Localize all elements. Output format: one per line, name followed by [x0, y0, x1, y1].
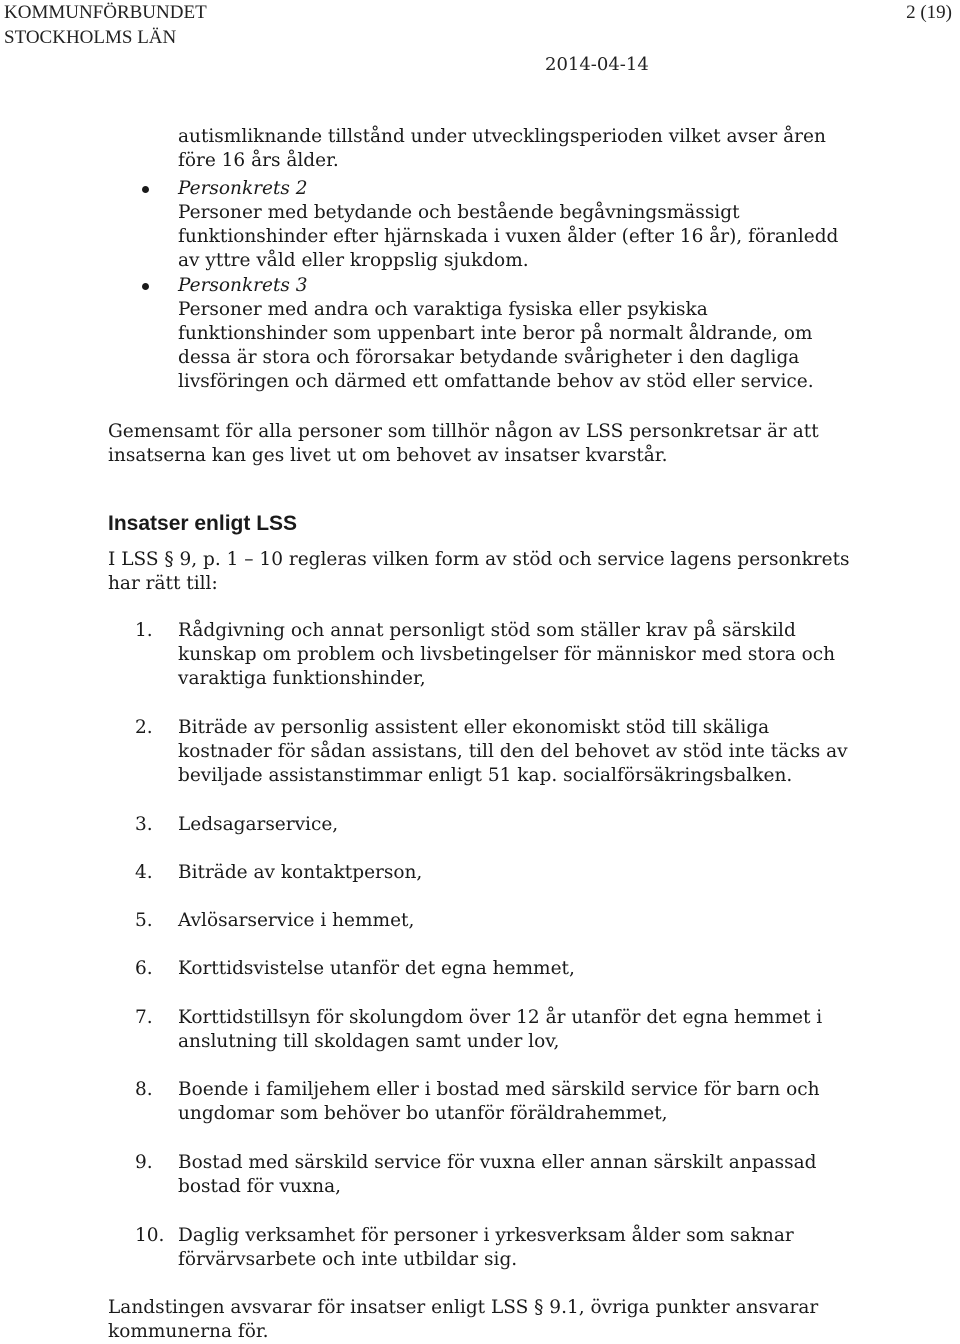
text-line: funktionshinder som uppenbart inte beror på normalt åldrande, om: [178, 323, 813, 344]
organization-name-line2: STOCKHOLMS LÄN: [4, 27, 177, 48]
list-number: 1.: [135, 620, 153, 641]
text-line: Bostad med särskild service för vuxna eller annan särskilt anpassad: [178, 1152, 817, 1173]
text-line: Biträde av personlig assistent eller ekonomiskt stöd till skäliga: [178, 717, 770, 738]
text-line: Ledsagarservice,: [178, 814, 339, 835]
text-line: Rådgivning och annat personligt stöd som ställer krav på särskild: [178, 620, 796, 641]
summary-paragraph: [108, 420, 948, 468]
bullet-icon: [142, 283, 149, 290]
document-date: 2014-04-14: [545, 54, 649, 75]
bullet-personkrets-2: [178, 177, 838, 273]
text-line: anslutning till skoldagen samt under lov,: [178, 1031, 560, 1052]
text-line: förvärvsarbete och inte utbildar sig.: [178, 1249, 518, 1270]
text-line: ungdomar som behöver bo utanför föräldrahemmet,: [178, 1103, 668, 1124]
text-line: dessa är stora och förorsakar betydande svårigheter i den dagliga: [178, 347, 800, 368]
text-line: Personer med andra och varaktiga fysiska eller psykiska: [178, 299, 708, 320]
text-line: livsföringen och därmed ett omfattande behov av stöd eller service.: [178, 371, 814, 392]
text-line: I LSS § 9, p. 1 – 10 regleras vilken form av stöd och service lagens personkrets: [108, 549, 850, 570]
list-number: 7.: [135, 1007, 153, 1028]
closing-paragraph: [108, 1296, 948, 1344]
list-number: 3.: [135, 814, 153, 835]
text-line: Daglig verksamhet för personer i yrkesverksam ålder som saknar: [178, 1225, 794, 1246]
organization-name-line1: KOMMUNFÖRBUNDET: [4, 2, 207, 23]
list-number: 2.: [135, 717, 153, 738]
text-line: Avlösarservice i hemmet,: [178, 910, 415, 931]
text-line: varaktiga funktionshinder,: [178, 668, 426, 689]
text-line: funktionshinder efter hjärnskada i vuxen ålder (efter 16 år), föranledd: [178, 226, 839, 247]
bullet-personkrets-3: [178, 274, 814, 394]
text-line: Korttidsvistelse utanför det egna hemmet,: [178, 958, 575, 979]
text-line: av yttre våld eller kroppslig sjukdom.: [178, 250, 529, 271]
text-line: beviljade assistanstimmar enligt 51 kap. socialförsäkringsbalken.: [178, 765, 793, 786]
text-line: bostad för vuxna,: [178, 1176, 341, 1197]
section-heading: Insatser enligt LSS: [108, 512, 298, 535]
text-line: kommunerna för.: [108, 1321, 269, 1342]
text-line: kostnader för sådan assistans, till den del behovet av stöd inte täcks av: [178, 741, 848, 762]
text-line: före 16 års ålder.: [178, 150, 339, 171]
continued-paragraph: [178, 125, 826, 173]
bullet-title: Personkrets 3: [178, 275, 308, 296]
bullet-title: Personkrets 2: [178, 178, 308, 199]
bullet-icon: [142, 186, 149, 193]
text-line: Biträde av kontaktperson,: [178, 862, 423, 883]
list-number: 6.: [135, 958, 153, 979]
text-line: Landstingen avsvarar för insatser enligt LSS § 9.1, övriga punkter ansvarar: [108, 1297, 819, 1318]
list-number: 10.: [135, 1225, 165, 1246]
intro-paragraph: [108, 548, 948, 596]
list-number: 9.: [135, 1152, 153, 1173]
list-number: 8.: [135, 1079, 153, 1100]
text-line: autismliknande tillstånd under utvecklingsperioden vilket avser åren: [178, 126, 826, 147]
page-number: 2 (19): [906, 2, 952, 23]
text-line: insatserna kan ges livet ut om behovet av insatser kvarstår.: [108, 445, 668, 466]
text-line: Personer med betydande och bestående begåvningsmässigt: [178, 202, 740, 223]
text-line: kunskap om problem och livsbetingelser för människor med stora och: [178, 644, 836, 665]
text-line: Gemensamt för alla personer som tillhör någon av LSS personkretsar är att: [108, 421, 819, 442]
text-line: har rätt till:: [108, 573, 218, 594]
list-number: 5.: [135, 910, 153, 931]
text-line: Boende i familjehem eller i bostad med särskild service för barn och: [178, 1079, 820, 1100]
list-number: 4.: [135, 862, 153, 883]
text-line: Korttidstillsyn för skolungdom över 12 år utanför det egna hemmet i: [178, 1007, 823, 1028]
